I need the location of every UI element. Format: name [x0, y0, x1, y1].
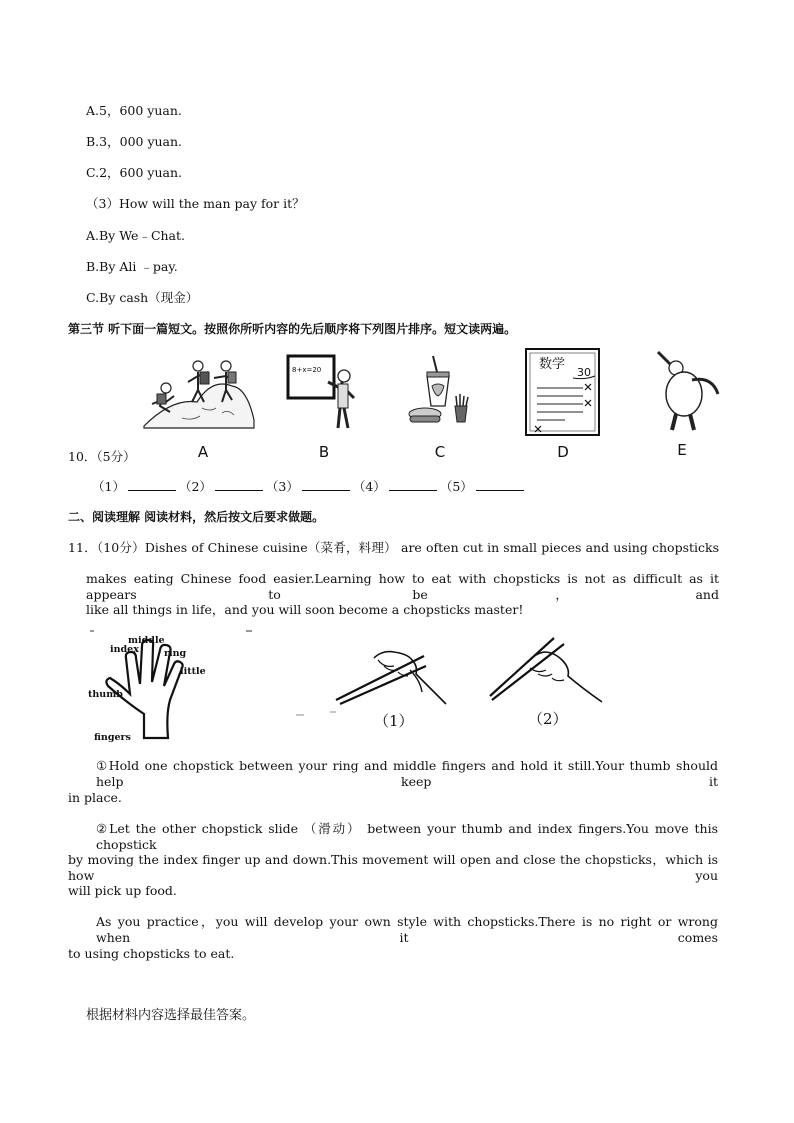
picture-label-d: D	[557, 443, 569, 461]
blank-label: （1）	[92, 479, 125, 494]
picture-label-b: B	[318, 443, 330, 461]
hand-label-little: little	[180, 666, 206, 677]
paragraph-2-line: will pick up food.	[68, 883, 177, 898]
hand-label-middle: middle	[128, 635, 165, 646]
option-a[interactable]: A.5，600 yuan.	[86, 103, 182, 118]
question-11-line: makes eating Chinese food easier.Learning how to eat with chopsticks is not as difficult as it appears to be，and	[86, 571, 719, 602]
part-2-heading: 二、阅读理解 阅读材料，然后按文后要求做题。	[68, 510, 325, 524]
paragraph-2-line: by moving the index finger up and down.This movement will open and close the chopsticks，which is how you	[68, 852, 718, 883]
paragraph-3-line: As you practice，you will develop your own style with chopsticks.There is no right or wrong when it comes	[96, 914, 718, 945]
chopstick-step-2-illustration	[486, 634, 606, 706]
paper-score: 30	[577, 366, 591, 379]
paragraph-2-line: ②Let the other chopstick slide （滑动） between your thumb and index fingers.You move this chopstick	[96, 821, 718, 852]
hand-label-thumb: thumb	[88, 689, 123, 700]
picture-c-fastfood	[405, 354, 475, 428]
hand-label-fingers: fingers	[94, 732, 131, 743]
option-b[interactable]: B.By Ali ﹣pay.	[86, 259, 178, 274]
picture-label-a: A	[197, 443, 209, 461]
option-c[interactable]: C.2，600 yuan.	[86, 165, 182, 180]
option-a[interactable]: A.By We﹣Chat.	[86, 228, 186, 243]
picture-e-person	[652, 350, 726, 434]
section-3-heading: 第三节 听下面一篇短文。按照你所听内容的先后顺序将下列图片排序。短文读两遍。	[68, 322, 517, 336]
picture-label-c: C	[434, 443, 446, 461]
hand-diagram	[86, 630, 256, 746]
blank-label: （2）	[178, 479, 212, 494]
chopstick-step-1-illustration	[300, 640, 450, 715]
hand-label-ring: ring	[164, 648, 187, 659]
option-b[interactable]: B.3，000 yuan.	[86, 134, 183, 149]
answer-blank[interactable]	[389, 479, 437, 491]
answer-blank[interactable]	[215, 479, 263, 491]
picture-a-hikers	[142, 358, 257, 430]
board-equation: 8+x=20	[292, 366, 322, 374]
step-1-caption: （1）	[374, 712, 414, 730]
answer-blank[interactable]	[476, 479, 524, 491]
paragraph-1-line: ①Hold one chopstick between your ring and middle fingers and hold it still.Your thumb should help keep it	[96, 758, 718, 789]
question-11-line: 11．（10分）Dishes of Chinese cuisine（菜肴，料理） are often cut in small pieces and using chopsticks	[68, 540, 719, 555]
picture-b-blackboard	[286, 352, 361, 432]
paragraph-3-line: to using chopsticks to eat.	[68, 946, 235, 961]
step-2-caption: （2）	[528, 710, 568, 728]
blank-label: （5）	[439, 479, 473, 494]
question-3: （3）How will the man pay for it？	[86, 196, 305, 211]
answer-blank[interactable]	[302, 479, 350, 491]
question-10-blanks	[92, 479, 527, 495]
option-c[interactable]: C.By cash（现金）	[86, 290, 199, 305]
question-11-line: like all things in life，and you will soon become a chopsticks master!	[86, 602, 524, 617]
paper-subject: 数学	[539, 357, 566, 372]
blank-label: （3）	[265, 479, 299, 494]
picture-d-test-paper	[525, 348, 601, 436]
paragraph-1-line: in place.	[68, 790, 122, 805]
question-10-stem: 10．（5分）	[68, 449, 136, 464]
picture-label-e: E	[677, 441, 687, 459]
instruction-text: 根据材料内容选择最佳答案。	[86, 1008, 256, 1023]
answer-blank[interactable]	[128, 479, 176, 491]
hand-label-index: index	[110, 644, 139, 655]
blank-label: （4）	[352, 479, 386, 494]
